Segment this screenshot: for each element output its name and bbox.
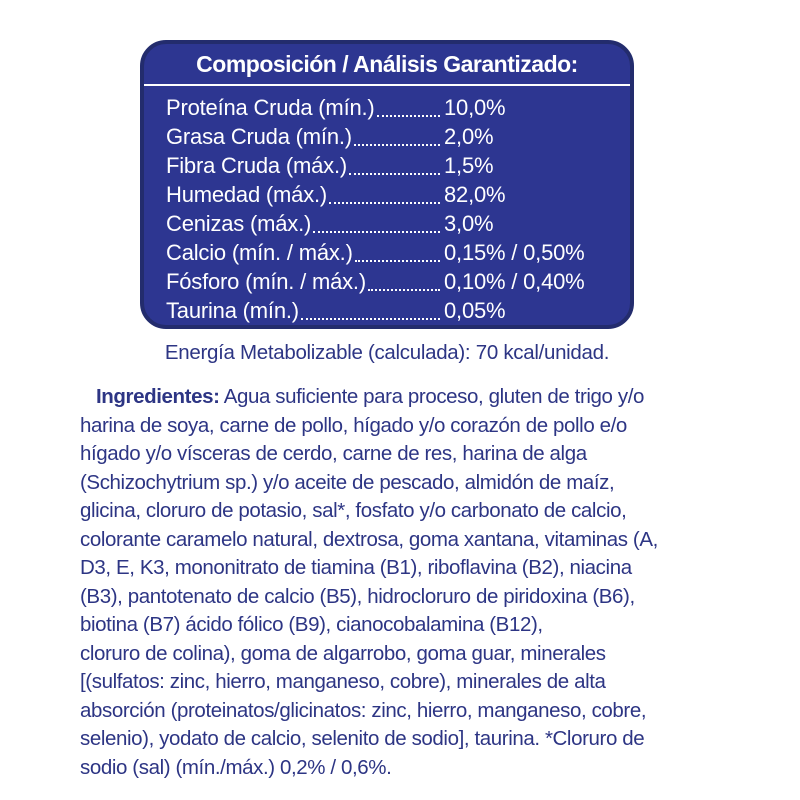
dot-leader xyxy=(349,173,440,175)
row-label: Fósforo (mín. / máx.) xyxy=(166,269,366,294)
guaranteed-analysis-panel xyxy=(140,40,634,329)
ingredients-line: D3, E, K3, mononitrato de tiamina (B1), riboflavina (B2), niacina xyxy=(80,556,632,579)
ingredients-paragraph xyxy=(80,383,730,782)
ingredients-line: (B3), pantotenato de calcio (B5), hidrocloruro de piridoxina (B6), xyxy=(80,584,635,608)
row-value: 0,05% xyxy=(444,298,506,323)
dot-leader xyxy=(329,202,440,204)
ingredients-line: harina de soya, carne de pollo, hígado y/o corazón de pollo e/o xyxy=(80,413,627,437)
row-value: 2,0% xyxy=(444,124,494,149)
dot-leader xyxy=(301,318,440,320)
row-value: 10,0% xyxy=(444,95,506,120)
row-value: 82,0% xyxy=(444,182,506,207)
row-label: Calcio (mín. / máx.) xyxy=(166,240,353,265)
ingredients-line xyxy=(80,383,730,412)
ingredients-line: [(sulfatos: zinc, hierro, manganeso, cobre), minerales de alta xyxy=(80,670,606,693)
row-label: Fibra Cruda (máx.) xyxy=(166,153,347,178)
ingredients-line: sodio (sal) (mín./máx.) 0,2% / 0,6%. xyxy=(80,755,392,779)
row-label: Proteína Cruda (mín.) xyxy=(166,95,375,120)
ingredients-line: glicina, cloruro de potasio, sal*, fosfato y/o carbonato de calcio, xyxy=(80,499,627,522)
row-label: Cenizas (máx.) xyxy=(166,211,312,236)
row-label: Taurina (mín.) xyxy=(166,298,299,323)
metabolizable-energy-line: Energía Metabolizable (calculada): 70 kcal/unidad. xyxy=(164,341,610,364)
ingredients-line: biotina (B7) ácido fólico (B9), cianocobalamina (B12), xyxy=(80,613,543,636)
ingredients-text: Agua suficiente para proceso, gluten de trigo y/o xyxy=(219,385,644,408)
composition-row-fiber xyxy=(166,151,616,180)
ingredients-line: selenio), yodato de calcio, selenito de sodio], taurina. *Cloruro de xyxy=(80,727,645,750)
row-value: 3,0% xyxy=(444,211,494,236)
dot-leader xyxy=(354,144,440,146)
row-label: Grasa Cruda (mín.) xyxy=(166,124,352,149)
composition-row-taurine xyxy=(166,296,616,325)
panel-title: Composición / Análisis Garantizado: xyxy=(196,51,578,77)
composition-row-moisture xyxy=(166,180,616,209)
composition-row-ash xyxy=(166,209,616,238)
ingredients-line: (Schizochytrium sp.) y/o aceite de pescado, almidón de maíz, xyxy=(80,470,615,494)
composition-table xyxy=(144,86,630,325)
composition-row-calcium xyxy=(166,238,616,267)
composition-row-protein xyxy=(166,93,616,122)
dot-leader xyxy=(377,115,440,117)
row-value: 0,15% / 0,50% xyxy=(444,240,585,265)
composition-row-phosphorus xyxy=(166,267,616,296)
ingredients-line: hígado y/o vísceras de cerdo, carne de res, harina de alga xyxy=(80,442,587,465)
row-label: Humedad (máx.) xyxy=(166,182,328,207)
dot-leader xyxy=(313,231,440,233)
row-value: 1,5% xyxy=(444,153,494,178)
ingredients-line: cloruro de colina), goma de algarrobo, goma guar, minerales xyxy=(80,641,606,665)
row-value: 0,10% / 0,40% xyxy=(444,269,585,294)
dot-leader xyxy=(368,289,440,291)
ingredients-line: colorante caramelo natural, dextrosa, goma xantana, vitaminas (A, xyxy=(80,527,658,551)
ingredients-label: Ingredientes: xyxy=(96,385,220,408)
dot-leader xyxy=(355,260,440,262)
ingredients-line: absorción (proteinatos/glicinatos: zinc, hierro, manganeso, cobre, xyxy=(80,698,647,722)
composition-row-fat xyxy=(166,122,616,151)
